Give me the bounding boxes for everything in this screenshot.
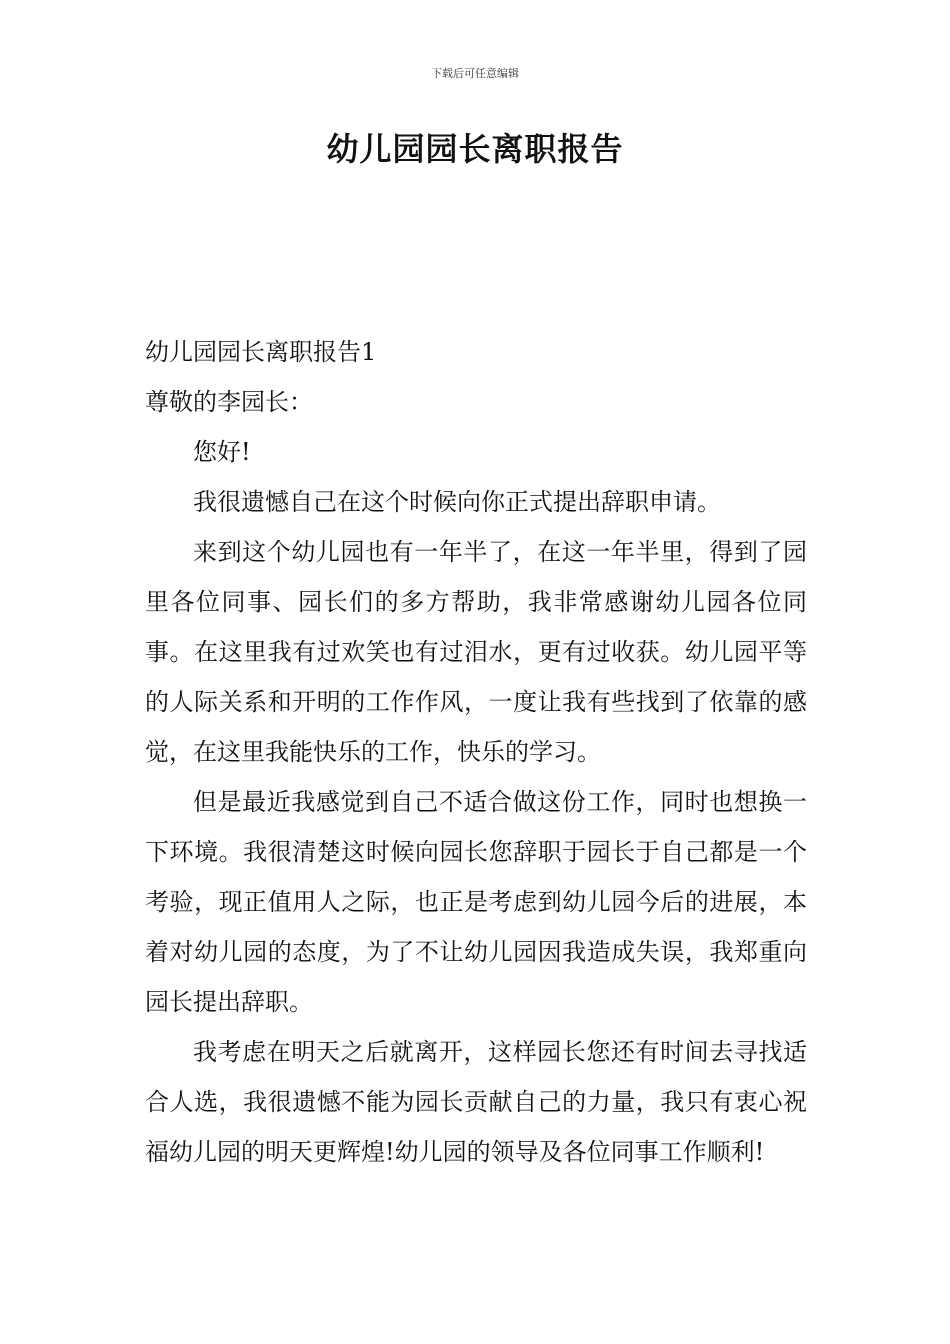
salutation: 尊敬的李园长： bbox=[145, 388, 313, 416]
section-heading: 幼儿园园长离职报告1 bbox=[145, 338, 377, 366]
paragraph-experience: 来到这个幼儿园也有一年半了，在这一年半里，得到了园里各位同事、园长们的多方帮助，我非常感谢幼儿园各位同事。在这里我有过欢笑也有过泪水，更有过收获。幼儿园平等的人际关系和开明的工作作风，一度让我有些找到了依靠的感觉，在这里我能快乐的工作，快乐的学习。 bbox=[145, 538, 807, 766]
document-title: 幼儿园园长离职报告 bbox=[326, 130, 624, 168]
paragraph-greeting: 您好! bbox=[193, 438, 251, 466]
paragraph-reason: 但是最近我感觉到自己不适合做这份工作，同时也想换一下环境。我很清楚这时候向园长您辞职于园长于自己都是一个考验，现正值用人之际，也正是考虑到幼儿园今后的进展，本着对幼儿园的态度，为了不让幼儿园因我造成失误，我郑重向园长提出辞职。 bbox=[145, 788, 807, 1016]
header-note: 下载后可任意编辑 bbox=[431, 67, 519, 80]
document-body bbox=[145, 327, 807, 1177]
paragraph-closing: 我考虑在明天之后就离开，这样园长您还有时间去寻找适合人选，我很遗憾不能为园长贡献自己的力量，我只有衷心祝福幼儿园的明天更辉煌!幼儿园的领导及各位同事工作顺利! bbox=[145, 1038, 807, 1166]
paragraph-intent: 我很遗憾自己在这个时候向你正式提出辞职申请。 bbox=[193, 488, 721, 516]
